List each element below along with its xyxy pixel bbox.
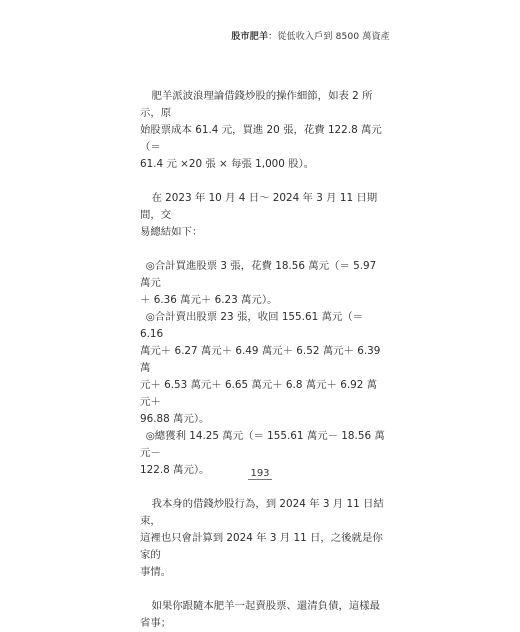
page-number-text: 193 (250, 468, 270, 479)
paragraph-1-line: 始股票成本 61.4 元，買進 20 張，花費 122.8 萬元（＝ (140, 124, 382, 153)
page-number (0, 468, 520, 479)
transaction-summary (140, 258, 385, 479)
summary-profit-line: 122.8 萬元）。 (140, 464, 210, 476)
paragraph-2 (140, 190, 385, 241)
paragraph-1-line: 肥羊派波浪理論借錢炒股的操作細節，如表 2 所示，原 (140, 90, 373, 119)
paragraph-1-line: 61.4 元 ×20 張 × 每張 1,000 股）。 (140, 158, 315, 170)
header-separator: ： (268, 32, 278, 42)
book-title: 股市肥羊 (231, 32, 269, 42)
paragraph-4-line: 如果你跟隨本肥羊一起賣股票、還清負債，這樣最省事； (140, 600, 381, 629)
running-header (231, 29, 390, 42)
paragraph-3 (140, 496, 385, 581)
summary-sell-line: ◎合計賣出股票 23 張，收回 155.61 萬元（＝ 6.16 (140, 311, 364, 340)
summary-sell-line: 萬元＋ 6.27 萬元＋ 6.49 萬元＋ 6.52 萬元＋ 6.39 萬 (140, 345, 381, 374)
page-body (140, 88, 385, 632)
paragraph-3-line: 這裡也只會計算到 2024 年 3 月 11 日，之後就是你家的 (140, 532, 383, 561)
paragraph-3-line: 我本身的借錢炒股行為，到 2024 年 3 月 11 日結束， (140, 498, 384, 527)
paragraph-4 (140, 598, 385, 632)
paragraph-3-line: 事情。 (140, 566, 172, 578)
summary-sell-line: 96.88 萬元）。 (140, 413, 210, 425)
book-subtitle: 從低收入戶到 8500 萬資產 (277, 32, 390, 42)
paragraph-2-line: 在 2023 年 10 月 4 日～ 2024 年 3 月 11 日期間，交 (140, 192, 378, 221)
summary-buy-line: ◎合計買進股票 3 張，花費 18.56 萬元（＝ 5.97 萬元 (140, 260, 377, 289)
summary-buy-line: ＋ 6.36 萬元＋ 6.23 萬元）。 (140, 294, 278, 306)
paragraph-2-line: 易總結如下： (140, 226, 203, 238)
summary-sell-line: 元＋ 6.53 萬元＋ 6.65 萬元＋ 6.8 萬元＋ 6.92 萬元＋ (140, 379, 378, 408)
paragraph-1 (140, 88, 385, 173)
summary-profit-line: ◎總獲利 14.25 萬元（＝ 155.61 萬元－ 18.56 萬元－ (140, 430, 385, 459)
